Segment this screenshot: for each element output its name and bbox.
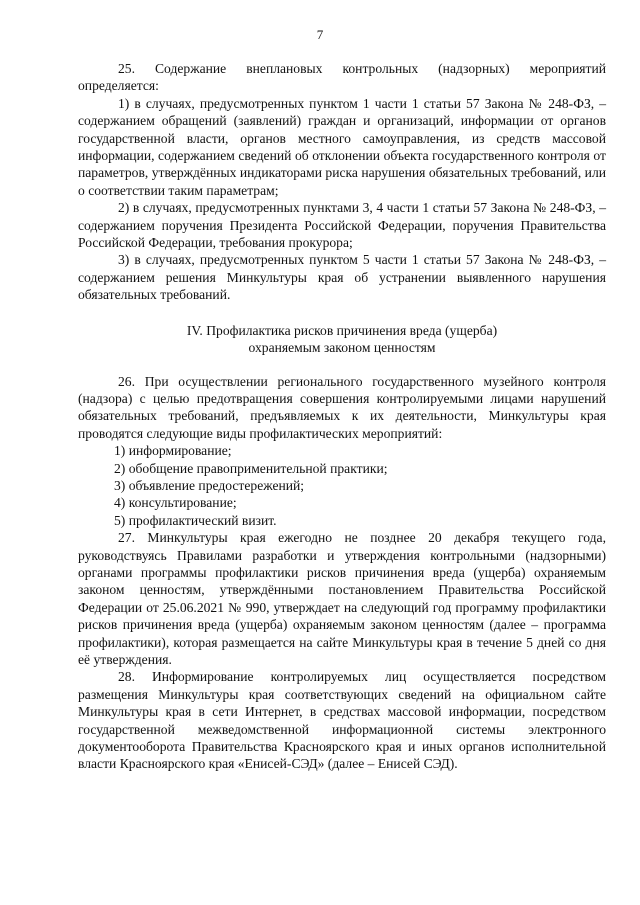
list-item: 4) консультирование; (114, 495, 237, 511)
document-body (78, 60, 606, 773)
section-heading-line-1: IV. Профилактика рисков причинения вреда (ущерба) (186, 322, 498, 338)
section-heading-line-2: охраняемым законом ценностям (248, 340, 436, 356)
paragraph-26: 26. При осуществлении регионального государственного музейного контроля (надзора) с целью предотвращения совершения контролируемыми лицами нарушений обязательных требований, предъявляемых к их деятельности, Минкультуры края проводятся следующие виды профилактических мероприятий: (78, 373, 606, 441)
page-number: 7 (316, 27, 324, 42)
list-item: 3) объявление предостережений; (114, 477, 305, 493)
paragraph-25: 25. Содержание внеплановых контрольных (надзорных) мероприятий определяется: (78, 61, 606, 94)
paragraph-27: 27. Минкультуры края ежегодно не позднее 20 декабря текущего года, руководствуясь Правилами разработки и утверждения контрольными (надзорными) органами программы профилактики рисков причинения вреда (ущерба) охраняемым законом ценностям, утверждёнными постановлением Правительства Российской Федерации от 25.06.2021 № 990, утверждает на следующий год программу профилактики рисков причинения вреда (ущерба) охраняемым законом ценностям (далее – программа профилактики), которая размещается на сайте Минкультуры края в течение 5 дней со дня её утверждения. (78, 530, 606, 667)
paragraph-25-item-2: 2) в случаях, предусмотренных пунктами 3, 4 части 1 статьи 57 Закона № 248-ФЗ, – содержанием поручения Президента Российской Федерации, поручения Правительства Российской Федерации, требования прокурора; (78, 200, 606, 251)
list-item: 2) обобщение правоприменительной практики; (114, 460, 388, 476)
prevention-list (78, 442, 606, 529)
paragraph-25-item-3: 3) в случаях, предусмотренных пунктом 5 части 1 статьи 57 Закона № 248-ФЗ, – содержанием решения Минкультуры края об устранении выявленного нарушения обязательных требований. (78, 252, 606, 303)
paragraph-25-item-1: 1) в случаях, предусмотренных пунктом 1 части 1 статьи 57 Закона № 248-ФЗ, – содержанием обращений (заявлений) граждан и организаций, информации от органов государственной власти, органов местного самоуправления, из средств массовой информации, содержанием сведений об отклонении объекта государственного контроля от параметров, утверждённых индикаторами риска нарушения обязательных требований, или о соответствии таким параметрам; (78, 95, 606, 198)
list-item: 1) информирование; (114, 443, 232, 459)
section-heading (78, 322, 606, 357)
list-item: 5) профилактический визит. (114, 512, 277, 528)
paragraph-28: 28. Информирование контролируемых лиц осуществляется посредством размещения Минкультуры края соответствующих сведений на официальном сайте Минкультуры края в сети Интернет, в средствах массовой информации, посредством государственной межведомственной информационной системы электронного документооборота Правительства Красноярского края и иных органов исполнительной власти Красноярского края «Енисей-СЭД» (далее – Енисей СЭД). (78, 669, 606, 772)
